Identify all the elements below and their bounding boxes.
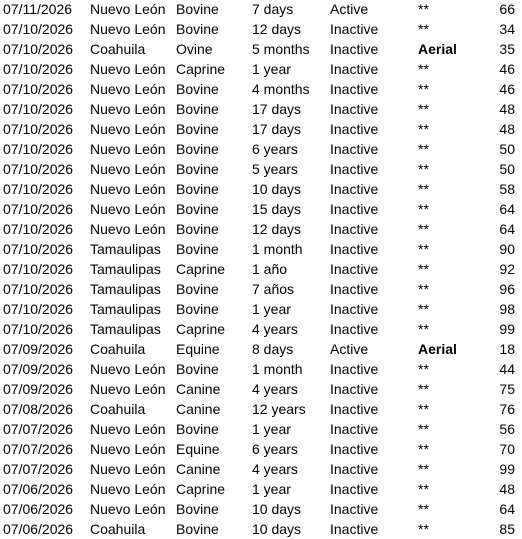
state-cell: Tamaulipas	[90, 301, 161, 317]
table-row[interactable]	[0, 319, 522, 339]
table-row[interactable]	[0, 39, 522, 59]
value-cell: 64	[499, 501, 515, 517]
state-cell: Nuevo León	[90, 461, 166, 477]
table-row[interactable]	[0, 339, 522, 359]
state-cell: Nuevo León	[90, 481, 166, 497]
state-cell: Coahuila	[90, 521, 146, 537]
status-cell: Inactive	[330, 161, 379, 177]
age-cell: 5 months	[252, 41, 310, 57]
state-cell: Nuevo León	[90, 421, 166, 437]
age-cell: 1 month	[252, 361, 303, 377]
state-cell: Nuevo León	[90, 181, 166, 197]
table-row[interactable]	[0, 199, 522, 219]
species-cell: Bovine	[176, 201, 219, 217]
age-cell: 1 month	[252, 241, 303, 257]
species-cell: Canine	[176, 461, 221, 477]
status-cell: Inactive	[330, 201, 379, 217]
date-cell: 07/09/2026	[3, 381, 74, 397]
species-cell: Caprine	[176, 321, 226, 337]
table-row[interactable]	[0, 519, 522, 539]
status-cell: Inactive	[330, 381, 379, 397]
method-cell: **	[418, 101, 429, 117]
status-cell: Inactive	[330, 321, 379, 337]
table-row[interactable]	[0, 379, 522, 399]
status-cell: Inactive	[330, 301, 379, 317]
age-cell: 6 years	[252, 441, 298, 457]
table-row[interactable]	[0, 59, 522, 79]
state-cell: Tamaulipas	[90, 261, 161, 277]
species-cell: Bovine	[176, 281, 219, 297]
species-cell: Bovine	[176, 501, 219, 517]
status-cell: Inactive	[330, 21, 379, 37]
age-cell: 4 months	[252, 81, 310, 97]
state-cell: Tamaulipas	[90, 281, 161, 297]
state-cell: Nuevo León	[90, 101, 166, 117]
value-cell: 76	[499, 401, 515, 417]
status-cell: Inactive	[330, 441, 379, 457]
status-cell: Inactive	[330, 261, 379, 277]
date-cell: 07/11/2026	[3, 1, 73, 17]
state-cell: Nuevo León	[90, 21, 166, 37]
value-cell: 46	[499, 81, 515, 97]
method-cell: **	[418, 181, 429, 197]
table-row[interactable]	[0, 399, 522, 419]
age-cell: 4 years	[252, 321, 298, 337]
method-cell: **	[418, 1, 429, 17]
value-cell: 99	[499, 321, 515, 337]
method-cell: **	[418, 461, 429, 477]
table-row[interactable]	[0, 359, 522, 379]
age-cell: 12 days	[252, 21, 302, 37]
status-cell: Inactive	[330, 141, 379, 157]
state-cell: Coahuila	[90, 341, 146, 357]
date-cell: 07/07/2026	[3, 441, 74, 457]
date-cell: 07/10/2026	[3, 221, 74, 237]
value-cell: 48	[499, 481, 515, 497]
age-cell: 1 año	[252, 261, 288, 277]
status-cell: Inactive	[330, 361, 379, 377]
species-cell: Caprine	[176, 61, 226, 77]
date-cell: 07/10/2026	[3, 81, 74, 97]
value-cell: 48	[499, 121, 515, 137]
date-cell: 07/10/2026	[3, 21, 74, 37]
status-cell: Inactive	[330, 501, 379, 517]
species-cell: Bovine	[176, 301, 219, 317]
method-cell: **	[418, 81, 429, 97]
age-cell: 17 days	[252, 121, 302, 137]
age-cell: 4 years	[252, 381, 298, 397]
date-cell: 07/10/2026	[3, 161, 74, 177]
method-cell: **	[418, 201, 429, 217]
date-cell: 07/06/2026	[3, 521, 74, 537]
species-cell: Bovine	[176, 361, 219, 377]
state-cell: Nuevo León	[90, 221, 166, 237]
species-cell: Bovine	[176, 121, 219, 137]
status-cell: Inactive	[330, 181, 379, 197]
age-cell: 10 days	[252, 181, 302, 197]
table-row[interactable]	[0, 279, 522, 299]
date-cell: 07/10/2026	[3, 101, 74, 117]
status-cell: Inactive	[330, 41, 379, 57]
age-cell: 10 days	[252, 501, 302, 517]
age-cell: 4 years	[252, 461, 298, 477]
value-cell: 96	[499, 281, 515, 297]
status-cell: Inactive	[330, 61, 379, 77]
status-cell: Inactive	[330, 281, 379, 297]
method-cell: **	[418, 301, 429, 317]
value-cell: 92	[499, 261, 515, 277]
state-cell: Nuevo León	[90, 361, 166, 377]
value-cell: 64	[499, 221, 515, 237]
state-cell: Nuevo León	[90, 201, 166, 217]
species-cell: Bovine	[176, 1, 219, 17]
value-cell: 90	[499, 241, 515, 257]
value-cell: 70	[499, 441, 515, 457]
table-row[interactable]	[0, 139, 522, 159]
age-cell: 1 year	[252, 61, 291, 77]
state-cell: Nuevo León	[90, 61, 166, 77]
date-cell: 07/10/2026	[3, 241, 74, 257]
value-cell: 48	[499, 101, 515, 117]
table-row[interactable]	[0, 219, 522, 239]
table-row[interactable]	[0, 239, 522, 259]
species-cell: Canine	[176, 401, 221, 417]
method-cell: **	[418, 161, 429, 177]
state-cell: Tamaulipas	[90, 321, 161, 337]
status-cell: Inactive	[330, 101, 379, 117]
table-row[interactable]	[0, 99, 522, 119]
value-cell: 56	[499, 421, 515, 437]
value-cell: 46	[499, 61, 515, 77]
state-cell: Nuevo León	[90, 161, 166, 177]
date-cell: 07/10/2026	[3, 321, 74, 337]
status-cell: Inactive	[330, 221, 379, 237]
date-cell: 07/07/2026	[3, 461, 74, 477]
species-cell: Bovine	[176, 81, 219, 97]
status-cell: Inactive	[330, 421, 379, 437]
date-cell: 07/09/2026	[3, 341, 74, 357]
date-cell: 07/06/2026	[3, 481, 74, 497]
method-cell: **	[418, 421, 429, 437]
table-row[interactable]	[0, 299, 522, 319]
value-cell: 64	[499, 201, 515, 217]
state-cell: Nuevo León	[90, 1, 166, 17]
method-cell: **	[418, 401, 429, 417]
method-cell: **	[418, 61, 429, 77]
value-cell: 44	[499, 361, 515, 377]
table-row[interactable]	[0, 439, 522, 459]
state-cell: Tamaulipas	[90, 241, 161, 257]
table-row[interactable]	[0, 0, 522, 19]
table-row[interactable]	[0, 79, 522, 99]
date-cell: 07/10/2026	[3, 201, 74, 217]
date-cell: 07/06/2026	[3, 501, 74, 517]
species-cell: Bovine	[176, 521, 219, 537]
table-row[interactable]	[0, 419, 522, 439]
age-cell: 7 days	[252, 1, 294, 17]
status-cell: Active	[330, 341, 369, 357]
age-cell: 12 years	[252, 401, 306, 417]
value-cell: 18	[499, 341, 515, 357]
status-cell: Inactive	[330, 521, 379, 537]
table-row[interactable]	[0, 159, 522, 179]
table-row[interactable]	[0, 119, 522, 139]
state-cell: Nuevo León	[90, 501, 166, 517]
method-cell: **	[418, 121, 429, 137]
status-cell: Inactive	[330, 81, 379, 97]
date-cell: 07/08/2026	[3, 401, 74, 417]
value-cell: 35	[499, 41, 515, 57]
date-cell: 07/09/2026	[3, 361, 74, 377]
date-cell: 07/10/2026	[3, 141, 74, 157]
date-cell: 07/10/2026	[3, 281, 74, 297]
age-cell: 7 años	[252, 281, 295, 297]
species-cell: Canine	[176, 381, 221, 397]
method-cell: **	[418, 381, 429, 397]
species-cell: Caprine	[176, 481, 226, 497]
value-cell: 75	[499, 381, 515, 397]
age-cell: 10 days	[252, 521, 302, 537]
age-cell: 8 days	[252, 341, 294, 357]
table-row[interactable]	[0, 479, 522, 499]
date-cell: 07/10/2026	[3, 181, 74, 197]
age-cell: 1 year	[252, 481, 291, 497]
species-cell: Bovine	[176, 421, 219, 437]
age-cell: 1 year	[252, 301, 291, 317]
age-cell: 1 year	[252, 421, 291, 437]
species-cell: Bovine	[176, 101, 219, 117]
date-cell: 07/10/2026	[3, 261, 74, 277]
species-cell: Bovine	[176, 21, 219, 37]
value-cell: 99	[499, 461, 515, 477]
state-cell: Coahuila	[90, 401, 146, 417]
species-cell: Caprine	[176, 261, 226, 277]
value-cell: 98	[499, 301, 515, 317]
table-row[interactable]	[0, 459, 522, 479]
species-cell: Bovine	[176, 181, 219, 197]
method-cell: **	[418, 21, 429, 37]
value-cell: 58	[499, 181, 515, 197]
value-cell: 85	[499, 521, 515, 537]
state-cell: Nuevo León	[90, 81, 166, 97]
method-cell: **	[418, 221, 429, 237]
status-cell: Inactive	[330, 241, 379, 257]
table-row[interactable]	[0, 179, 522, 199]
age-cell: 5 years	[252, 161, 298, 177]
method-cell: **	[418, 141, 429, 157]
method-cell: **	[418, 521, 429, 537]
state-cell: Coahuila	[90, 41, 146, 57]
state-cell: Nuevo León	[90, 121, 166, 137]
method-cell: **	[418, 441, 429, 457]
species-cell: Bovine	[176, 141, 219, 157]
age-cell: 17 days	[252, 101, 302, 117]
method-cell: **	[418, 361, 429, 377]
state-cell: Nuevo León	[90, 441, 166, 457]
state-cell: Nuevo León	[90, 141, 166, 157]
value-cell: 66	[499, 1, 515, 17]
state-cell: Nuevo León	[90, 381, 166, 397]
value-cell: 50	[499, 161, 515, 177]
age-cell: 6 years	[252, 141, 298, 157]
species-cell: Equine	[176, 441, 220, 457]
value-cell: 34	[499, 21, 515, 37]
age-cell: 15 days	[252, 201, 302, 217]
species-cell: Ovine	[176, 41, 213, 57]
species-cell: Bovine	[176, 241, 219, 257]
table-row[interactable]	[0, 499, 522, 519]
method-cell: **	[418, 261, 429, 277]
table-row[interactable]	[0, 19, 522, 39]
date-cell: 07/07/2026	[3, 421, 74, 437]
date-cell: 07/10/2026	[3, 41, 74, 57]
status-cell: Inactive	[330, 481, 379, 497]
status-cell: Active	[330, 1, 369, 17]
species-cell: Bovine	[176, 161, 219, 177]
method-cell: Aerial	[418, 41, 457, 57]
date-cell: 07/10/2026	[3, 61, 74, 77]
status-cell: Inactive	[330, 121, 379, 137]
date-cell: 07/10/2026	[3, 121, 74, 137]
method-cell: Aerial	[418, 341, 457, 357]
value-cell: 50	[499, 141, 515, 157]
status-cell: Inactive	[330, 461, 379, 477]
age-cell: 12 days	[252, 221, 302, 237]
method-cell: **	[418, 501, 429, 517]
method-cell: **	[418, 281, 429, 297]
table-row[interactable]	[0, 259, 522, 279]
method-cell: **	[418, 241, 429, 257]
method-cell: **	[418, 481, 429, 497]
species-cell: Bovine	[176, 221, 219, 237]
date-cell: 07/10/2026	[3, 301, 74, 317]
species-cell: Equine	[176, 341, 220, 357]
status-cell: Inactive	[330, 401, 379, 417]
method-cell: **	[418, 321, 429, 337]
